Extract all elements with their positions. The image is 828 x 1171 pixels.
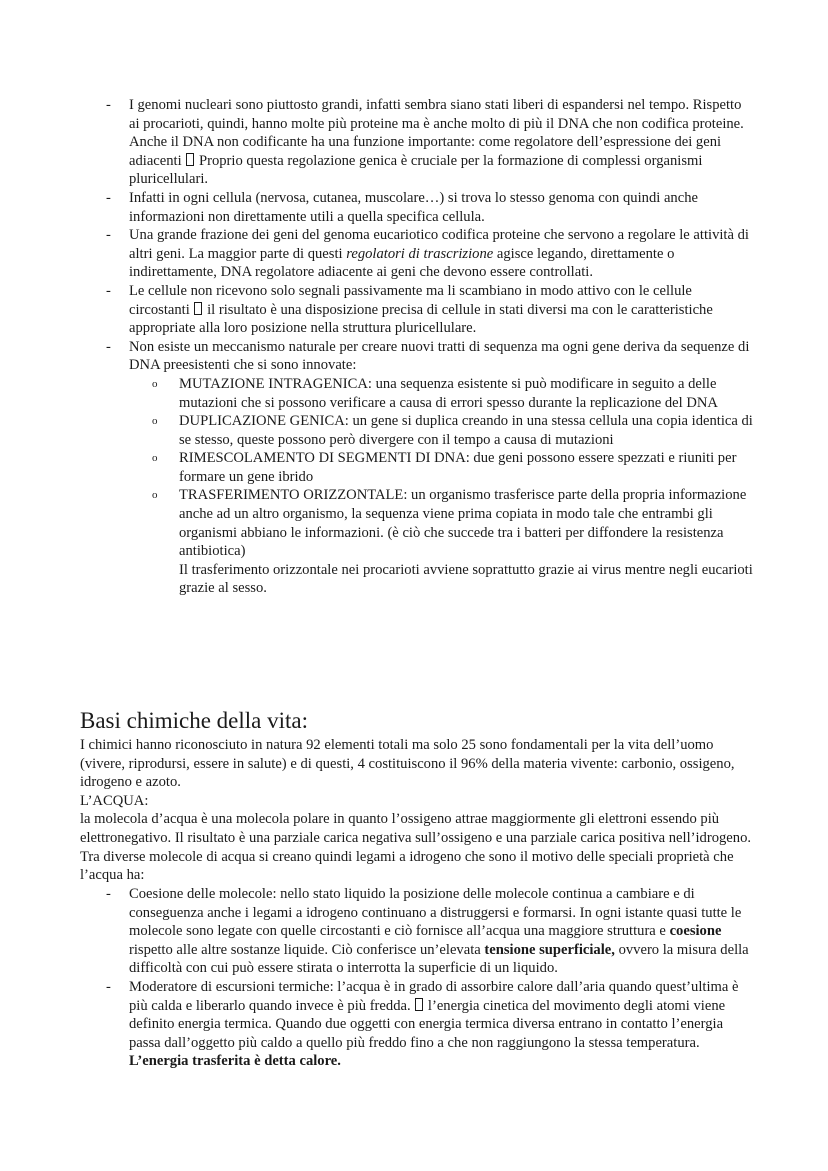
list-item-text: rispetto alle altre sostanze liquide. Ciò conferisce un’elevata	[129, 941, 485, 958]
bold-term: tensione superficiale,	[484, 941, 615, 958]
sublist-item	[129, 486, 754, 598]
list-item-text: Moderatore di escursioni termiche: l’acqua è in grado di assorbire calore dall’aria quando quest’ultima è più calda e liberarlo quando invece è più fredda.	[129, 978, 739, 1014]
italic-term: regolatori di trascrizione	[346, 245, 494, 262]
section-title: Basi chimiche della vita:	[80, 708, 309, 733]
list-item-text: Coesione delle molecole: nello stato liquido la posizione delle molecole continua a cambiare e di conseguenza anche i legami a idrogeno continuano a distruggersi e formarsi. In ogni istante quasi tutte le molecole sono legate con quelle circostanti e ciò fornisce all’acqua una maggiore struttura e	[129, 886, 742, 940]
sublist-item-text: TRASFERIMENTO ORIZZONTALE: un organismo trasferisce parte della propria informazione anche ad un altro organismo, la sequenza viene prima copiata in modo tale che entrambi gli organismi abbiano le informazioni. (è ciò che succede tra i batteri per diffondere la resistenza antibiotica)	[179, 487, 747, 560]
section-body	[80, 736, 760, 885]
list-item-text: l’energia cinetica del movimento degli atomi viene definito energia termica. Quando due oggetti con energia termica diversa entrano in contatto l’energia passa dall’oggetto più caldo a quello più freddo fino a che non raggiungono la stessa temperatura.	[129, 997, 726, 1051]
water-paragraph: la molecola d’acqua è una molecola polare in quanto l’ossigeno attrae maggiormente gli elettroni essendo più elettronegativo. Il risultato è una parziale carica negativa sull’ossigeno e una parziale carica positiva nell’idrogeno. Tra diverse molecole di acqua si creano quindi legami a idrogeno che sono il motivo delle speciali proprietà che l’acqua ha:	[80, 811, 752, 884]
list-item-text: Una grande frazione dei geni del genoma eucariotico codifica proteine che servono a regolare le attività di altri geni. La maggior parte di questi	[129, 227, 749, 262]
list-item	[0, 189, 828, 226]
dash-bullet: -	[106, 338, 111, 355]
sublist-item-text: MUTAZIONE INTRAGENICA: una sequenza esistente si può modificare in seguito a delle mutazioni che si possono verificare a causa di errori spesso durante la replicazione del DNA	[179, 375, 718, 411]
dash-bullet: -	[106, 189, 111, 206]
circle-bullet: o	[152, 415, 158, 428]
circle-bullet: o	[152, 489, 158, 502]
bold-term: coesione	[669, 923, 722, 940]
list-item	[0, 978, 828, 1071]
list-item	[0, 282, 828, 338]
gene-origin-sublist	[129, 375, 754, 598]
sublist-item	[129, 412, 754, 449]
water-properties-list	[0, 885, 828, 1071]
sublist-item-note: Il trasferimento orizzontale nei procarioti avviene soprattutto grazie ai virus mentre negli eucarioti grazie al sesso.	[179, 561, 753, 597]
dash-bullet: -	[106, 282, 111, 299]
list-item	[0, 96, 828, 189]
genome-bullet-list	[0, 96, 828, 598]
dash-bullet: -	[106, 97, 111, 113]
dash-bullet: -	[106, 227, 111, 244]
dash-bullet: -	[106, 978, 111, 995]
bold-term: L’energia trasferita è detta calore.	[129, 1053, 341, 1070]
list-item-text: ovvero la misura della difficoltà con cui può essere stirata o interrotta la superficie di un liquido.	[129, 941, 749, 977]
list-item	[0, 338, 828, 598]
arrow-placeholder-icon	[194, 302, 202, 315]
list-item-text: Proprio questa regolazione genica è cruciale per la formazione di complessi organismi pluricellulari.	[129, 152, 703, 188]
dash-bullet: -	[106, 886, 111, 902]
sublist-item	[129, 449, 754, 486]
circle-bullet: o	[152, 452, 158, 465]
sublist-item	[129, 375, 754, 412]
list-item-text: Infatti in ogni cellula (nervosa, cutanea, muscolare…) si trova lo stesso genoma con quindi anche informazioni non direttamente utili a quella specifica cellula.	[129, 189, 698, 225]
list-item-text: agisce legando, direttamente o indirettamente, DNA regolatore adiacente ai geni che devono essere controllati.	[129, 245, 675, 281]
list-item	[0, 226, 828, 282]
sublist-item-text: RIMESCOLAMENTO DI SEGMENTI DI DNA: due geni possono essere spezzati e riuniti per formare un gene ibrido	[179, 450, 737, 485]
list-item-text: Non esiste un meccanismo naturale per creare nuovi tratti di sequenza ma ogni gene deriva da sequenze di DNA preesistenti che si sono innovate:	[129, 338, 750, 374]
list-item-text: I genomi nucleari sono piuttosto grandi, infatti sembra siano stati liberi di espandersi nel tempo. Rispetto ai procarioti, quindi, hanno molte più proteine ma è anche molto di più il DNA che non codifica proteine. Anche il DNA non codificante ha una funzione importante: come regolatore dell’espressione dei geni adiacenti	[129, 97, 744, 169]
sublist-item-text: DUPLICAZIONE GENICA: un gene si duplica creando in una stessa cellula una copia identica di se stesso, queste possono però divergere con il tempo a causa di mutazioni	[179, 413, 753, 448]
arrow-placeholder-icon	[415, 998, 423, 1011]
list-item-text: il risultato è una disposizione precisa di cellule in stati diversi ma con le caratteristiche appropriate alla loro posizione nella struttura pluricellulare.	[129, 301, 713, 337]
arrow-placeholder-icon	[186, 153, 194, 166]
list-item-text: Le cellule non ricevono solo segnali passivamente ma li scambiano in modo attivo con le cellule circostanti	[129, 282, 692, 318]
circle-bullet: o	[152, 377, 158, 390]
water-subheading: L’ACQUA:	[80, 792, 149, 809]
intro-paragraph: I chimici hanno riconosciuto in natura 92 elementi totali ma solo 25 sono fondamentali per la vita dell’uomo (vivere, riprodursi, essere in salute) e di questi, 4 costituiscono il 96% della materia vivente: carbonio, ossigeno, idrogeno e azoto.	[80, 737, 735, 791]
list-item	[0, 885, 828, 978]
